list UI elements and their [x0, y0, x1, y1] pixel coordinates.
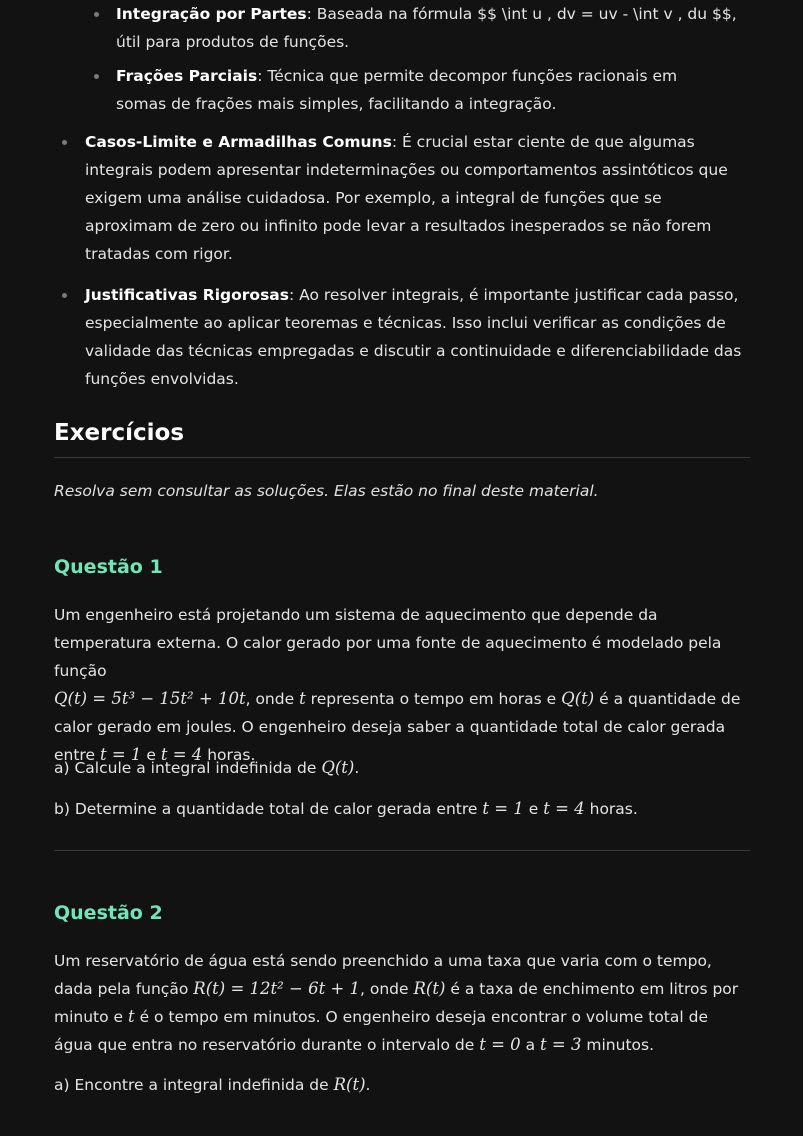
list-item-desc: : É crucial estar ciente de que algumas integrais podem apresentar indeterminações ou comportamentos assintóticos que exigem uma análise cuidadosa. Por exemplo, a integral de funções que se aproximam de zero ou infinito pode levar a resultados inesperados se não forem tratadas com rigor. — [85, 133, 728, 263]
q1a-text: a) Calcule a integral indefinida de — [54, 759, 317, 777]
q2-text: minutos. — [586, 1036, 655, 1054]
list-item-term: Frações Parciais — [116, 67, 258, 85]
question-1-statement — [54, 601, 750, 769]
q2-var-t: t — [128, 1007, 135, 1026]
q2-text: é o tempo em minutos. O engenheiro deseja encontrar o volume total de água que entra no reservatório durante o intervalo de — [54, 1008, 708, 1054]
question-2-part-a — [54, 1071, 750, 1099]
q2-t3: t = 3 — [540, 1035, 582, 1054]
q1a-dot: . — [354, 759, 360, 777]
list-item-term: Casos-Limite e Armadilhas Comuns — [85, 133, 392, 151]
q2-t0: t = 0 — [479, 1035, 521, 1054]
q2-text: a — [525, 1036, 536, 1054]
nested-technique-list — [116, 0, 750, 124]
q1a-qt: Q(t) — [321, 758, 355, 777]
question-2-statement — [54, 947, 750, 1059]
q2-text: Um reservatório de água está sendo preenchido a uma taxa que varia com o tempo, dada pela função — [54, 952, 712, 998]
q2-rt: R(t) — [413, 979, 446, 998]
list-item-desc: : Técnica que permite decompor funções racionais em somas de frações mais simples, facilitando a integração. — [116, 67, 678, 113]
bullet-icon — [62, 140, 67, 145]
q1b-text: b) Determine a quantidade total de calor gerada entre — [54, 800, 478, 818]
q1b-text: horas. — [589, 800, 638, 818]
q1-text: horas. — [207, 746, 256, 764]
list-item — [116, 0, 742, 56]
q1b-t1: t = 1 — [482, 799, 524, 818]
list-item-term: Justificativas Rigorosas — [85, 286, 289, 304]
q1b-t4: t = 4 — [543, 799, 585, 818]
q1-function: Q(t) = 5t³ − 15t² + 10t — [54, 689, 246, 708]
q1b-text: e — [528, 800, 539, 818]
list-item-term: Integração por Partes — [116, 5, 307, 23]
q1-text: , onde — [245, 690, 295, 708]
question-1-part-b — [54, 795, 750, 823]
q2-function: R(t) = 12t² − 6t + 1 — [193, 979, 361, 998]
exercises-intro: Resolva sem consultar as soluções. Elas estão no final deste material. — [54, 482, 599, 500]
question-divider — [54, 850, 750, 851]
q1-var-t: t — [299, 689, 306, 708]
q1-text: e — [146, 746, 156, 764]
bullet-icon — [62, 293, 67, 298]
list-item — [85, 281, 750, 393]
list-item-desc: : Ao resolver integrais, é importante justificar cada passo, especialmente ao aplicar teoremas e técnicas. Isso inclui verificar as condições de validade das técnicas empregadas e discutir a continuidade e diferenciabilidade das funções envolvidas. — [85, 286, 742, 388]
q2a-rt: R(t) — [333, 1075, 366, 1094]
bullet-icon — [94, 74, 99, 79]
q1-t4: t = 4 — [160, 745, 203, 764]
q1-t1: t = 1 — [99, 745, 142, 764]
heading-divider — [54, 457, 750, 458]
list-item — [85, 128, 750, 268]
considerations-list — [85, 128, 750, 406]
q1-qt: Q(t) — [561, 689, 595, 708]
q1-text: é a quantidade de calor gerado em joules. O engenheiro deseja saber a quantidade total de calor gerada entre — [54, 690, 741, 764]
q2a-dot: . — [365, 1076, 371, 1094]
q2-text: , onde — [360, 980, 409, 998]
question-1-part-a — [54, 754, 750, 782]
q1-text: representa o tempo em horas e — [310, 690, 557, 708]
question-1-title: Questão 1 — [54, 556, 163, 578]
exercises-heading: Exercícios — [54, 420, 185, 446]
q2a-text: a) Encontre a integral indefinida de — [54, 1076, 329, 1094]
list-item-desc: : Baseada na fórmula $$ \int u , dv = uv - \int v , du $$, útil para produtos de funções. — [116, 5, 737, 51]
list-item — [116, 62, 716, 118]
bullet-icon — [94, 12, 99, 17]
question-2-title: Questão 2 — [54, 902, 163, 924]
q2-text: é a taxa de enchimento em litros por minuto e — [54, 980, 739, 1026]
q1-text: Um engenheiro está projetando um sistema de aquecimento que depende da temperatura externa. O calor gerado por uma fonte de aquecimento é modelado pela função — [54, 606, 722, 680]
